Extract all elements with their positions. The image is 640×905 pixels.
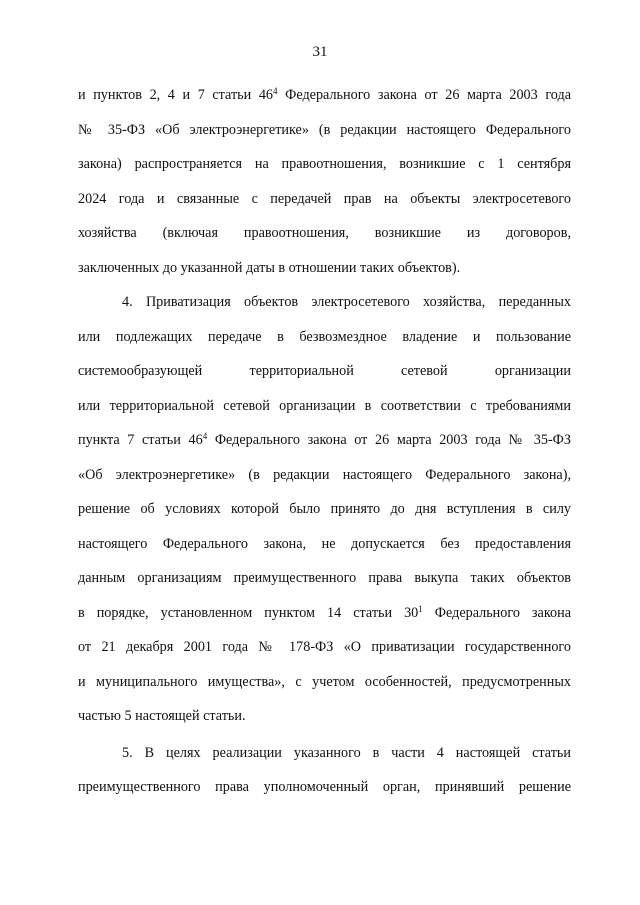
text-line <box>78 596 571 631</box>
text-line: или подлежащих передаче в безвозмездное владение и пользование <box>78 328 571 345</box>
text-segment: Федерального закона <box>422 604 571 621</box>
text-line: частью 5 настоящей статьи. <box>78 708 246 724</box>
text-segment: и пунктов 2, 4 и 7 статьи 46 <box>78 87 274 103</box>
text-segment: Федерального закона от 26 марта 2003 года № 35-ФЗ <box>207 432 571 448</box>
text-line: от 21 декабря 2001 года № 178-ФЗ «О приватизации государственного <box>78 639 571 655</box>
superscript: 1 <box>418 603 423 614</box>
text-line: 5. В целях реализации указанного в части 4 настоящей статьи <box>122 744 571 761</box>
text-line: преимущественного права уполномоченный орган, принявший решение <box>78 779 571 795</box>
superscript: 4 <box>273 86 278 96</box>
page-number: 31 <box>312 44 328 60</box>
document-body <box>78 78 571 805</box>
text-segment: пункта 7 статьи 46 <box>78 432 203 448</box>
superscript: 4 <box>202 431 208 441</box>
text-line <box>78 423 571 458</box>
text-line: настоящего Федерального закона, не допускается без предоставления <box>78 535 571 552</box>
text-line: закона) распространяется на правоотношения, возникшие с 1 сентября <box>78 156 571 172</box>
text-line: решение об условиях которой было принято до дня вступления в силу <box>78 501 571 517</box>
text-line: и муниципального имущества», с учетом особенностей, предусмотренных <box>78 673 571 690</box>
text-line: № 35-ФЗ «Об электроэнергетике» (в редакции настоящего Федерального <box>78 121 571 138</box>
text-line: или территориальной сетевой организации в соответствии с требованиями <box>78 397 571 414</box>
text-line: 2024 года и связанные с передачей прав на объекты электросетевого <box>78 190 571 207</box>
text-segment: Федерального закона от 26 марта 2003 года <box>277 87 571 103</box>
text-line: «Об электроэнергетике» (в редакции настоящего Федерального закона), <box>78 466 571 483</box>
text-line: заключенных до указанной даты в отношении таких объектов). <box>78 259 461 276</box>
text-line: хозяйства (включая правоотношения, возникшие из договоров, <box>78 225 571 241</box>
text-line: системообразующей территориальной сетевой организации <box>78 363 571 379</box>
text-segment: в порядке, установленном пунктом 14 статьи 30 <box>78 604 419 621</box>
text-line <box>78 78 571 113</box>
text-line: данным организациям преимущественного права выкупа таких объектов <box>78 570 571 586</box>
text-line: 4. Приватизация объектов электросетевого хозяйства, переданных <box>122 294 571 310</box>
